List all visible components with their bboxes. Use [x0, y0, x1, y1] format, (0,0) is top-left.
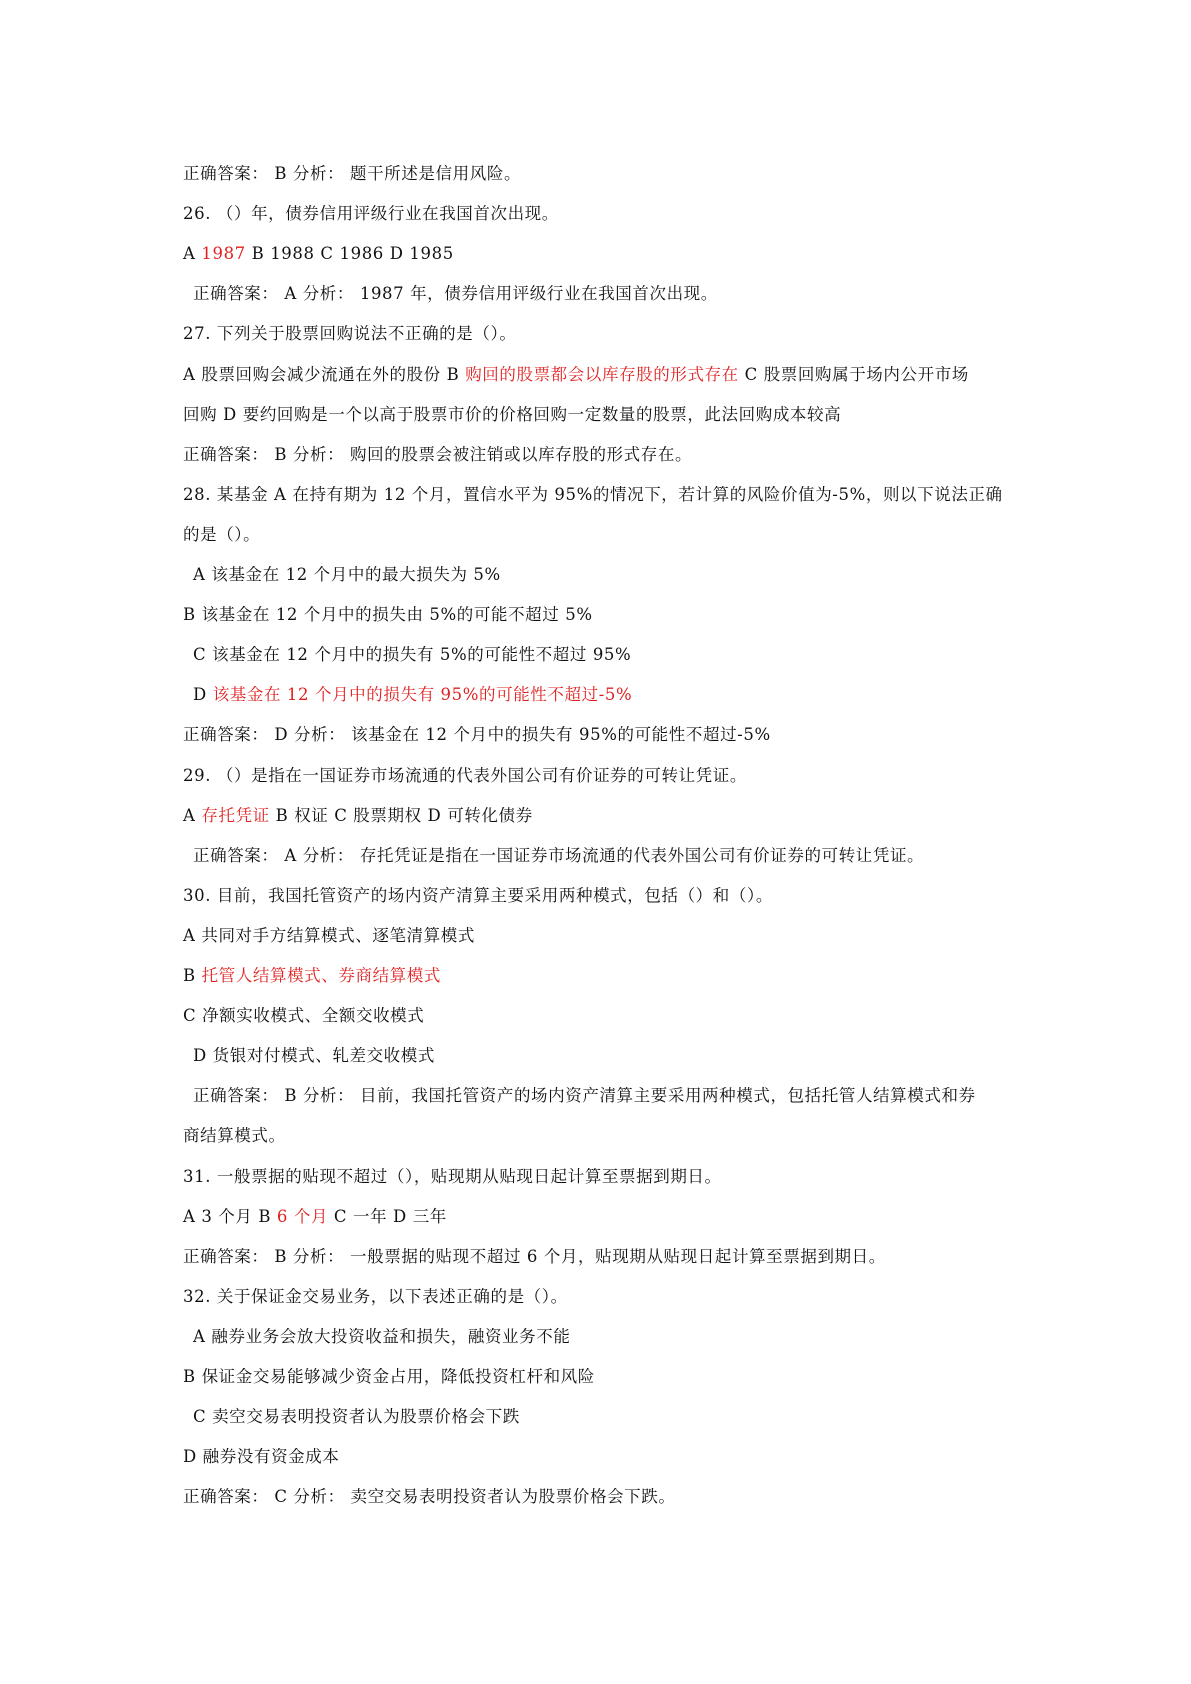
text-line	[183, 524, 260, 546]
line-text: D 货银对付模式、轧差交收模式	[193, 1046, 435, 1065]
text-line	[183, 1005, 424, 1027]
line-text: D 融券没有资金成本	[183, 1447, 340, 1466]
line-text: C 该基金在 12 个月中的损失有 5%的可能性不超过 95%	[193, 645, 632, 664]
line-text: B 权证 C 股票期权 D 可转化债券	[269, 806, 533, 825]
line-text: 30. 目前，我国托管资产的场内资产清算主要采用两种模式，包括（）和（）。	[183, 886, 773, 905]
line-text: A 融券业务会放大投资收益和损失，融资业务不能	[193, 1327, 571, 1346]
line-text: B 保证金交易能够减少资金占用，降低投资杠杆和风险	[183, 1367, 595, 1386]
highlighted-answer-text: 购回的股票都会以库存股的形式存在	[465, 365, 739, 384]
text-line	[183, 724, 771, 746]
text-line	[183, 1246, 886, 1268]
text-line	[193, 564, 501, 586]
text-line	[183, 805, 533, 827]
text-line	[183, 404, 841, 426]
line-text: B 该基金在 12 个月中的损失由 5%的可能不超过 5%	[183, 605, 593, 624]
line-text: C 净额实收模式、全额交收模式	[183, 1006, 425, 1025]
text-line	[183, 1206, 447, 1228]
line-text: 正确答案： B 分析： 一般票据的贴现不超过 6 个月，贴现期从贴现日起计算至票据到期日。	[183, 1247, 886, 1266]
text-line	[183, 965, 441, 987]
highlighted-answer-text: 托管人结算模式、券商结算模式	[201, 966, 441, 985]
text-line	[183, 765, 747, 787]
line-text: 正确答案： C 分析： 卖空交易表明投资者认为股票价格会下跌。	[183, 1487, 676, 1506]
line-text: C 股票回购属于场内公开市场	[738, 365, 969, 384]
line-text: C 卖空交易表明投资者认为股票价格会下跌	[193, 1407, 520, 1426]
highlighted-answer-text: 6 个月	[276, 1207, 329, 1226]
line-text: A 共同对手方结算模式、逐笔清算模式	[183, 926, 475, 945]
line-text: 32. 关于保证金交易业务，以下表述正确的是（）。	[183, 1287, 568, 1306]
text-line	[183, 604, 593, 626]
text-line	[193, 845, 924, 867]
text-line	[183, 243, 454, 265]
line-text: 正确答案： A 分析： 存托凭证是指在一国证券市场流通的代表外国公司有价证券的可转让凭证。	[193, 846, 925, 865]
text-line	[193, 1085, 976, 1107]
line-text: 正确答案： B 分析： 购回的股票会被注销或以库存股的形式存在。	[183, 445, 693, 464]
text-line	[183, 163, 521, 185]
text-line	[183, 203, 559, 225]
line-text: 的是（）。	[183, 525, 261, 544]
highlighted-answer-text: 该基金在 12 个月中的损失有 95%的可能性不超过-5%	[212, 685, 633, 704]
line-text: 正确答案： B 分析： 题干所述是信用风险。	[183, 164, 522, 183]
highlighted-answer-text: 存托凭证	[201, 806, 270, 825]
line-text: 正确答案： A 分析： 1987 年，债券信用评级行业在我国首次出现。	[193, 284, 718, 303]
line-text: A	[183, 806, 202, 825]
line-text: 商结算模式。	[183, 1126, 286, 1145]
line-text: 正确答案： B 分析： 目前，我国托管资产的场内资产清算主要采用两种模式，包括托管人结算模式和券	[193, 1086, 976, 1105]
text-line	[193, 283, 718, 305]
line-text: A 股票回购会减少流通在外的股份 B	[183, 365, 466, 384]
text-line	[183, 1366, 595, 1388]
text-line	[183, 484, 1003, 506]
text-line	[183, 1486, 675, 1508]
text-line	[183, 1166, 722, 1188]
line-text: C 一年 D 三年	[328, 1207, 447, 1226]
line-text: 28. 某基金 A 在持有期为 12 个月，置信水平为 95%的情况下，若计算的风险价值为-5%，则以下说法正确	[183, 485, 1003, 504]
line-text: A	[183, 244, 202, 263]
line-text: 回购 D 要约回购是一个以高于股票市价的价格回购一定数量的股票，此法回购成本较高	[183, 405, 842, 424]
text-line	[183, 1125, 286, 1147]
line-text: B 1988 C 1986 D 1985	[245, 244, 454, 263]
text-line	[193, 1406, 520, 1428]
line-text: A 该基金在 12 个月中的最大损失为 5%	[193, 565, 501, 584]
line-text: 26. （）年，债券信用评级行业在我国首次出现。	[183, 204, 559, 223]
line-text: 27. 下列关于股票回购说法不正确的是（）。	[183, 324, 517, 343]
line-text: 31. 一般票据的贴现不超过（），贴现期从贴现日起计算至票据到期日。	[183, 1167, 722, 1186]
text-line	[183, 444, 692, 466]
text-line	[183, 1446, 339, 1468]
text-line	[183, 925, 475, 947]
line-text: 29. （）是指在一国证券市场流通的代表外国公司有价证券的可转让凭证。	[183, 766, 747, 785]
text-line	[183, 885, 773, 907]
line-text: D	[193, 685, 213, 704]
text-line	[193, 644, 631, 666]
text-line	[193, 1326, 570, 1348]
line-text: A 3 个月 B	[183, 1207, 277, 1226]
text-line	[193, 1045, 435, 1067]
line-text: 正确答案： D 分析： 该基金在 12 个月中的损失有 95%的可能性不超过-5%	[183, 725, 771, 744]
text-line	[183, 364, 969, 386]
highlighted-answer-text: 1987	[201, 244, 246, 263]
text-line	[193, 684, 632, 706]
text-line	[183, 323, 516, 345]
line-text: B	[183, 966, 202, 985]
text-line	[183, 1286, 568, 1308]
